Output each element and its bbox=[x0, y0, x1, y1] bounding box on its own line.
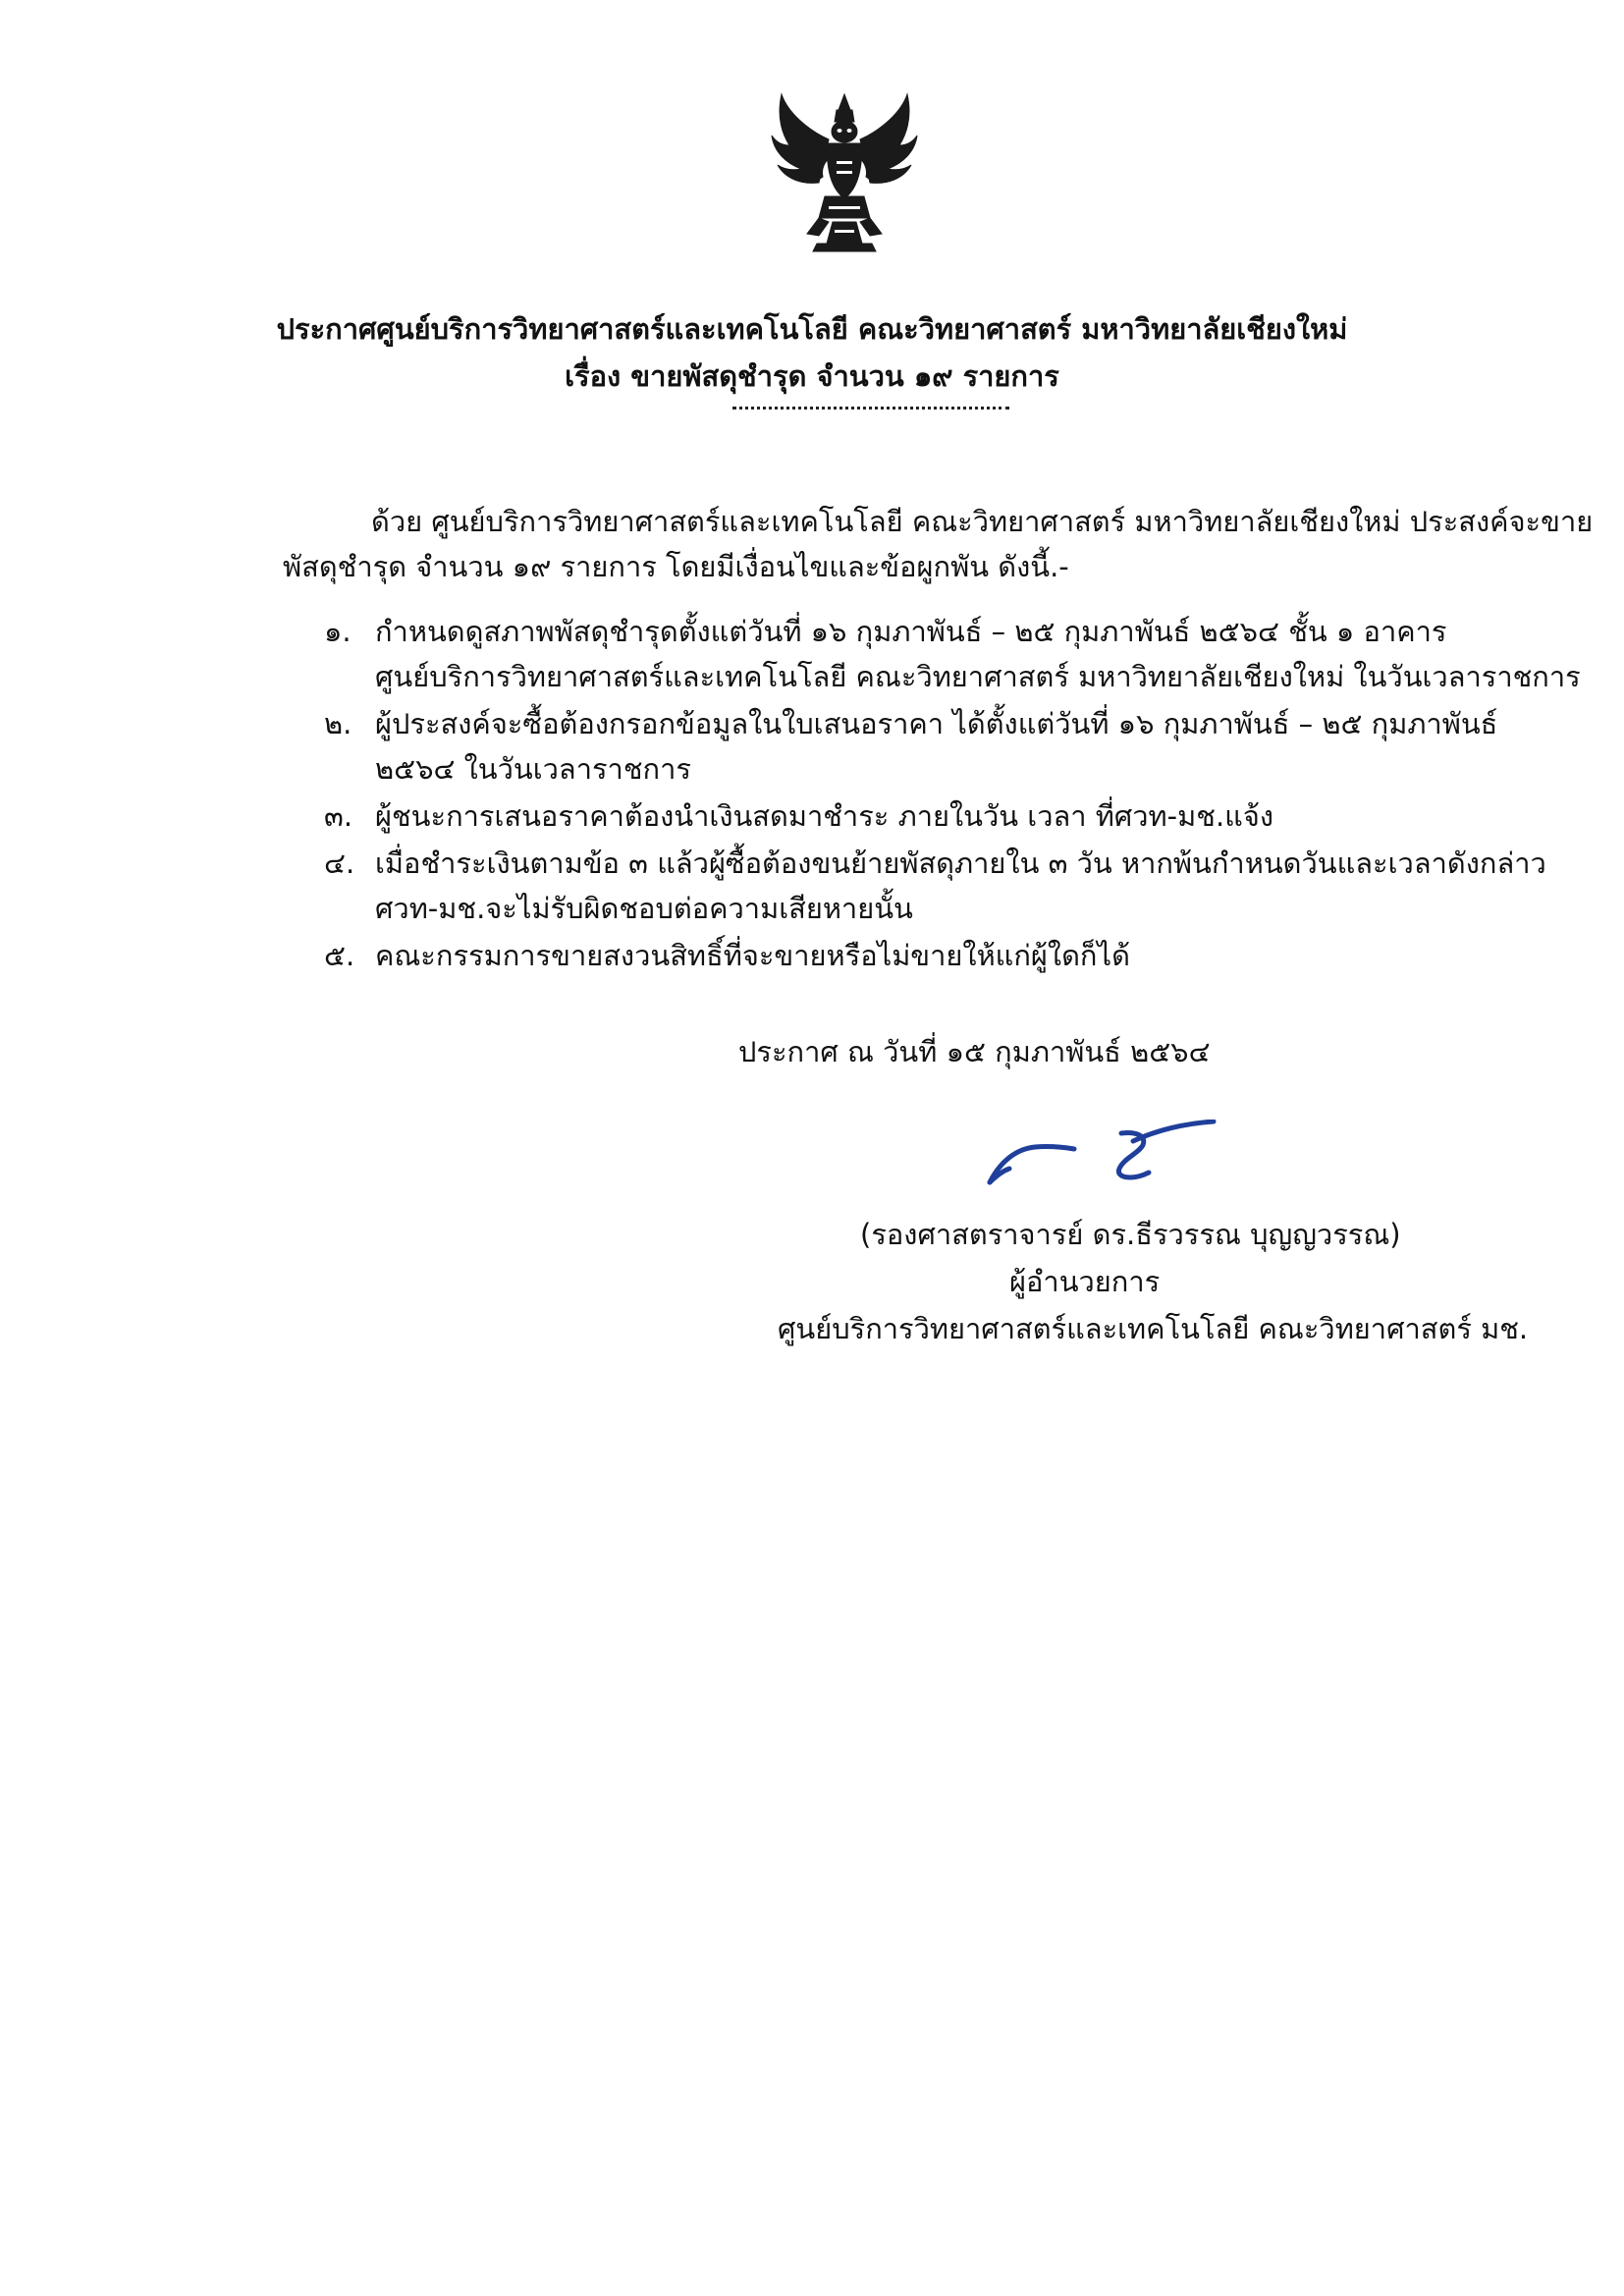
signatory-organization: ศูนย์บริการวิทยาศาสตร์และเทคโนโลยี คณะวิทยาศาสตร์ มช. bbox=[778, 1312, 1529, 1345]
signatory-position: ผู้อำนวยการ bbox=[1009, 1265, 1161, 1298]
announcement-subject: เรื่อง ขายพัสดุชำรุด จำนวน ๑๙ รายการ bbox=[565, 359, 1059, 393]
list-item-number: ๓. bbox=[324, 799, 353, 833]
list-item-text: ผู้ชนะการเสนอราคาต้องนำเงินสดมาชำระ ภายในวัน เวลา ที่ศวท-มช.แจ้ง bbox=[375, 799, 1274, 833]
list-item-text: ผู้ประสงค์จะซื้อต้องกรอกข้อมูลในใบเสนอราคา ได้ตั้งแต่วันที่ ๑๖ กุมภาพันธ์ – ๒๕ กุมภาพันธ์ bbox=[375, 707, 1498, 740]
intro-line-1: ด้วย ศูนย์บริการวิทยาศาสตร์และเทคโนโลยี คณะวิทยาศาสตร์ มหาวิทยาลัยเชียงใหม่ ประสงค์จะขาย bbox=[371, 505, 1594, 538]
dotted-divider bbox=[732, 407, 1009, 410]
list-item-number: ๑. bbox=[324, 615, 352, 648]
announcement-title: ประกาศศูนย์บริการวิทยาศาสตร์และเทคโนโลยี คณะวิทยาศาสตร์ มหาวิทยาลัยเชียงใหม่ bbox=[276, 312, 1348, 346]
announcement-date: ประกาศ ณ วันที่ ๑๕ กุมภาพันธ์ ๒๕๖๔ bbox=[738, 1035, 1211, 1068]
list-item-text: ศวท-มช.จะไม่รับผิดชอบต่อความเสียหายนั้น bbox=[375, 892, 913, 925]
list-item-text: กำหนดดูสภาพพัสดุชำรุดตั้งแต่วันที่ ๑๖ กุมภาพันธ์ – ๒๕ กุมภาพันธ์ ๒๕๖๔ ชั้น ๑ อาคาร bbox=[375, 615, 1447, 648]
list-item-text: ๒๕๖๔ ในวันเวลาราชการ bbox=[375, 752, 691, 786]
signatory-name: (รองศาสตราจารย์ ดร.ธีรวรรณ บุญญวรรณ) bbox=[860, 1218, 1401, 1251]
handwritten-signature bbox=[986, 1120, 1221, 1208]
list-item-number: ๒. bbox=[324, 707, 352, 740]
list-item-number: ๕. bbox=[324, 939, 355, 972]
intro-line-2: พัสดุชำรุด จำนวน ๑๙ รายการ โดยมีเงื่อนไขและข้อผูกพัน ดังนี้.- bbox=[283, 550, 1069, 583]
list-item-text: ศูนย์บริการวิทยาศาสตร์และเทคโนโลยี คณะวิทยาศาสตร์ มหาวิทยาลัยเชียงใหม่ ในวันเวลาราชการ bbox=[375, 660, 1581, 693]
list-item-text: คณะกรรมการขายสงวนสิทธิ์ที่จะขายหรือไม่ขายให้แก่ผู้ใดก็ได้ bbox=[375, 939, 1130, 972]
list-item-number: ๔. bbox=[324, 847, 355, 880]
garuda-emblem-icon bbox=[768, 90, 921, 259]
list-item-text: เมื่อชำระเงินตามข้อ ๓ แล้วผู้ซื้อต้องขนย้ายพัสดุภายใน ๓ วัน หากพ้นกำหนดวันและเวลาดังกล่าว bbox=[375, 847, 1546, 880]
